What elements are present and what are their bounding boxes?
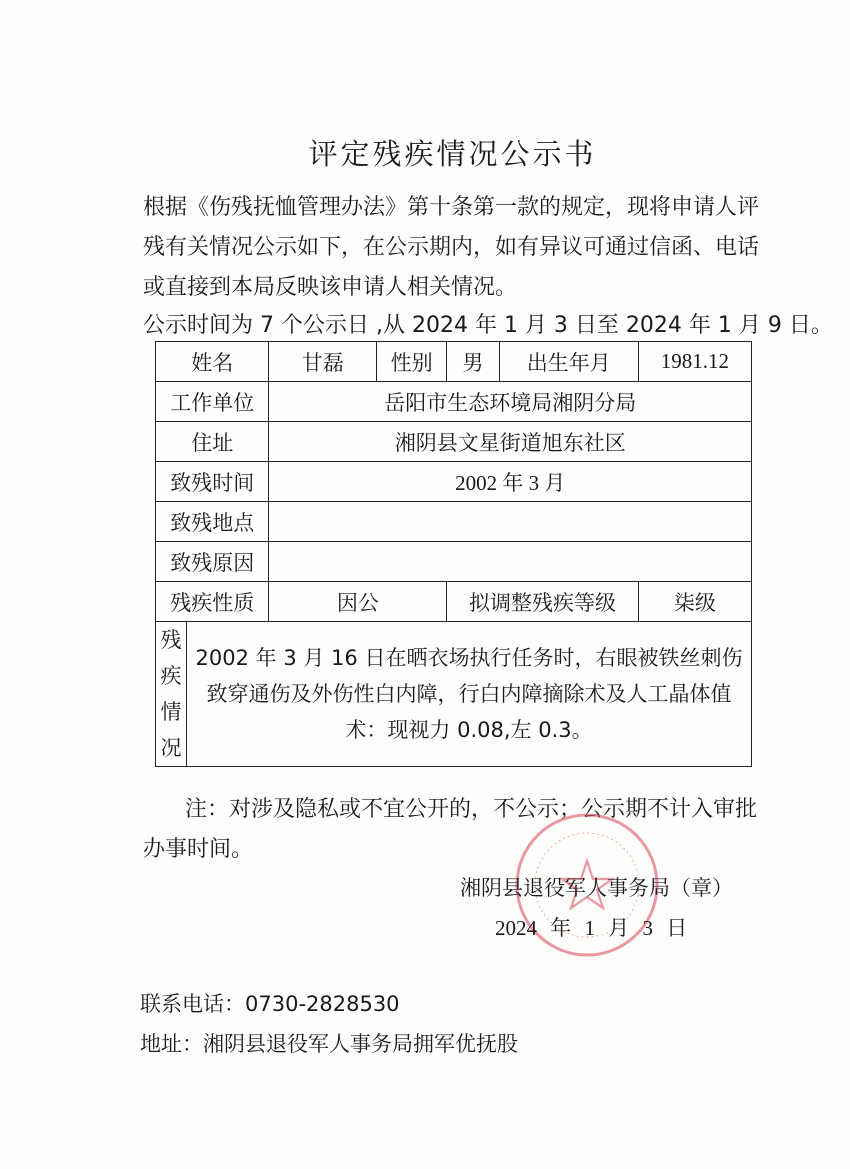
situation-text <box>187 622 752 766</box>
sex-label: 性别 <box>377 342 447 382</box>
document-title: 评定残疾情况公示书 <box>308 137 597 171</box>
intro-line: 或直接到本局反映该申请人相关情况。 <box>143 275 518 300</box>
table-row <box>156 382 752 422</box>
address-label: 住址 <box>156 422 269 462</box>
note-line: 注：对涉及隐私或不宜公开的，不公示；公示期不计入审批 <box>185 797 758 822</box>
nature-label: 残疾性质 <box>156 582 269 622</box>
disability-place-label: 致残地点 <box>156 502 269 542</box>
disability-cause-value <box>269 542 752 582</box>
publicity-period: 公示时间为 7 个公示日 ,从 2024 年 1 月 3 日至 2024 年 1 月 9 日。 <box>143 313 833 338</box>
situation-label-char: 残 <box>160 628 182 652</box>
situation-line: 致穿通伤及外伤性白内障，行白内障摘除术及人工晶体值 <box>206 682 732 706</box>
disability-time-label: 致残时间 <box>156 462 269 502</box>
note-paragraph <box>143 790 773 870</box>
situation-label-char: 情 <box>160 700 182 724</box>
disability-info-table <box>155 341 752 767</box>
grade-label: 拟调整残疾等级 <box>447 582 639 622</box>
birth-value: 1981.12 <box>638 342 751 382</box>
table-row <box>156 502 752 542</box>
situation-label <box>156 622 187 766</box>
grade-value: 柒级 <box>638 582 751 622</box>
intro-line: 残有关情况公示如下，在公示期内，如有异议可通过信函、电话 <box>143 235 760 260</box>
contact-phone: 联系电话：0730-2828530 <box>140 992 400 1016</box>
birth-label: 出生年月 <box>499 342 638 382</box>
nature-value: 因公 <box>269 582 447 622</box>
situation-line: 2002 年 3 月 16 日在晒衣场执行任务时，右眼被铁丝刺伤 <box>195 646 743 670</box>
disability-time-value: 2002 年 3 月 <box>269 462 752 502</box>
table-row <box>156 622 752 767</box>
table-row <box>156 422 752 462</box>
issue-date: 2024 年 1 月 3 日 <box>495 916 688 940</box>
situation-line: 术：现视力 0.08,左 0.3。 <box>345 718 593 742</box>
sex-value: 男 <box>447 342 499 382</box>
address-value: 湘阴县文星街道旭东社区 <box>269 422 752 462</box>
table-row <box>156 542 752 582</box>
table-row <box>156 342 752 382</box>
intro-paragraph <box>143 188 773 308</box>
name-value: 甘磊 <box>269 342 377 382</box>
situation-row <box>156 622 752 767</box>
disability-cause-label: 致残原因 <box>156 542 269 582</box>
note-line: 办事时间。 <box>143 837 254 862</box>
disability-place-value <box>269 502 752 542</box>
work-unit-label: 工作单位 <box>156 382 269 422</box>
name-label: 姓名 <box>156 342 269 382</box>
situation-label-char: 疾 <box>160 664 182 688</box>
intro-line: 根据《伤残抚恤管理办法》第十条第一款的规定，现将申请人评 <box>143 195 760 220</box>
situation-label-char: 况 <box>160 736 182 760</box>
work-unit-value: 岳阳市生态环境局湘阴分局 <box>269 382 752 422</box>
situation-inner-table <box>156 622 751 766</box>
contact-address: 地址：湘阴县退役军人事务局拥军优抚股 <box>140 1032 518 1056</box>
table-row <box>156 582 752 622</box>
table-row <box>156 462 752 502</box>
issuer-signature: 湘阴县退役军人事务局（章） <box>460 876 733 900</box>
